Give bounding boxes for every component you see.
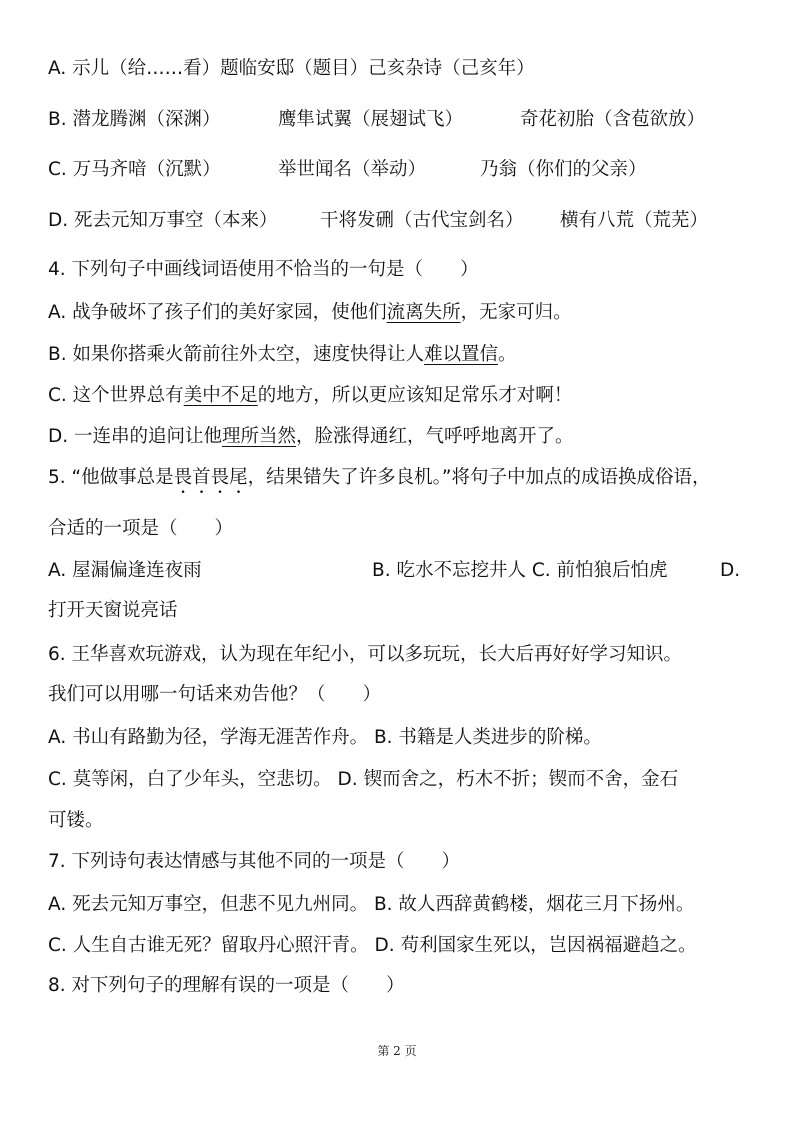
text-segment: ，结果错失了许多良机。”将句子中加点的成语换成俗语， [247,467,711,488]
question-5-stem-cont [48,516,233,542]
question-8-stem [48,973,405,999]
text-segment: 奇花初胎（含苞欲放） [520,109,706,130]
text-segment: 7. 下列诗句表达情感与其他不同的一项是（ ） [48,851,461,872]
dotted-phrase: 畏首畏尾 [173,467,248,488]
q6-option-d-cont [48,808,104,834]
text-segment: D. [720,560,741,581]
text-segment: 。 [497,344,517,365]
underlined-phrase: 流离失所 [386,302,461,323]
text-segment: 8. 对下列句子的理解有误的一项是（ ） [48,975,405,996]
q5-option-d [48,598,178,624]
text-segment: 我们可以用哪一句话来劝告他？（ ） [48,684,382,705]
q4-option-b [48,342,517,368]
text-segment: 打开天窗说亮话 [48,600,178,621]
text-segment: D. 一连串的追问让他 [48,426,223,447]
q4-option-d [48,424,574,450]
q7-options-ab [48,892,694,918]
text-segment: 乃翁（你们的父亲） [480,159,647,180]
q6-options-cd [48,767,678,793]
text-segment: C. 万马齐喑（沉默） [48,159,221,180]
text-segment: B. 吃水不忘挖井人 C. 前怕狼后怕虎 [372,560,668,581]
underlined-phrase: 理所当然 [222,426,297,447]
text-segment: A. 战争破坏了孩子们的美好家园，使他们 [48,302,387,323]
question-7-stem [48,849,460,875]
text-segment: 6. 王华喜欢玩游戏，认为现在年纪小，可以多玩玩，长大后再好好学习知识。 [48,644,683,665]
q4-option-c [48,383,572,409]
text-segment: C. 这个世界总有 [48,385,184,406]
text-segment: C. 人生自古谁无死？留取丹心照汗青。 D. 苟利国家生死以，岂因祸福避趋之。 [48,935,697,956]
text-segment: 横有八荒（荒芜） [560,210,709,231]
text-segment: A. 示儿（给……看）题临安邸（题目）己亥杂诗（己亥年） [48,58,535,79]
question-6-stem [48,642,682,668]
q6-options-ab [48,725,602,751]
q3-option-c [48,157,647,183]
q3-option-b [48,107,706,133]
text-segment: 干将发硎（古代宝剑名） [320,210,524,231]
question-5-stem [48,465,710,498]
text-segment: A. 死去元知万事空，但悲不见九州同。 B. 故人西辞黄鹤楼，烟花三月下扬州。 [48,894,695,915]
text-segment: A. 屋漏偏逢连夜雨 [48,560,202,581]
text-segment: 鹰隼试翼（展翅试飞） [278,109,464,130]
page-number: 第 2 页 [377,1044,417,1058]
q3-option-d [48,208,709,234]
text-segment: D. 死去元知万事空（本来） [48,210,278,231]
question-6-stem-cont [48,682,381,708]
text-segment: B. 潜龙腾渊（深渊） [48,109,221,130]
text-segment: A. 书山有路勤为径，学海无涯苦作舟。 B. 书籍是人类进步的阶梯。 [48,727,602,748]
text-segment: 的地方，所以更应该知足常乐才对啊！ [257,385,573,406]
q7-options-cd [48,933,697,959]
text-segment: 4. 下列句子中画线词语使用不恰当的一句是（ ） [48,259,479,280]
text-segment: C. 莫等闲，白了少年头，空悲切。 D. 锲而舍之，朽木不折；锲而不舍，金石 [48,769,679,790]
text-segment: 举世闻名（举动） [278,159,427,180]
underlined-phrase: 美中不足 [183,385,258,406]
question-4-stem [48,257,479,283]
q5-options [48,558,741,584]
text-segment: 5. “他做事总是 [48,467,174,488]
text-segment: B. 如果你搭乘火箭前往外太空，速度快得让人 [48,344,424,365]
q4-option-a [48,300,572,326]
text-segment: ，无家可归。 [460,302,572,323]
underlined-phrase: 难以置信 [423,344,498,365]
q3-option-a [48,56,535,82]
text-segment: ，脸涨得通红，气呼呼地离开了。 [296,426,574,447]
text-segment: 合适的一项是（ ） [48,518,234,539]
text-segment: 可镂。 [48,810,104,831]
